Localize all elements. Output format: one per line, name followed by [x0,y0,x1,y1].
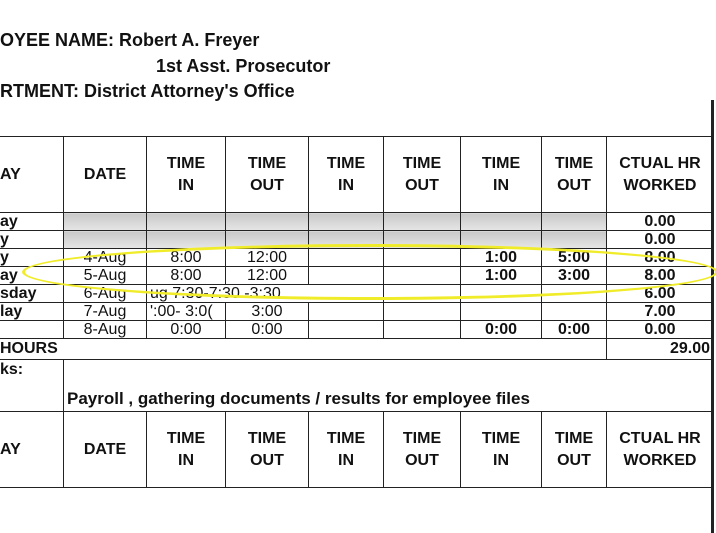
row-day: ay [0,213,64,231]
time-in-3-header: TIME IN [461,137,542,213]
row-date: 8-Aug [64,321,147,339]
row-date: 7-Aug [64,303,147,321]
row-hours: 7.00 [607,303,714,321]
employee-name-label: OYEE NAME: [0,30,115,50]
table-row: lay 7-Aug ':00- 3:0( 3:00 7.00 [0,303,714,321]
time-out-3-header: TIME OUT [542,412,607,488]
time-out-1-header: TIME OUT [226,137,309,213]
table-row [0,285,714,303]
header-row [0,137,714,213]
remarks-row [0,360,714,412]
remarks-text: Payroll , gathering documents / results for employee files [64,360,714,412]
row-day [0,321,64,339]
row-date: 4-Aug [64,249,147,267]
employee-name-line [0,30,259,51]
time-in-2-header: TIME IN [309,137,384,213]
actual-hours-header: CTUAL HR WORKED [607,137,714,213]
time-out-3-header: TIME OUT [542,137,607,213]
row-day: y [0,231,64,249]
table-row [0,213,714,231]
day-header: AY [0,412,64,488]
time-in-1-header: TIME IN [147,412,226,488]
row-hours: 0.00 [607,213,714,231]
total-label: HOURS [0,339,607,360]
actual-hours-header: CTUAL HR WORKED [607,412,714,488]
row-hours: 8.00 [607,267,714,285]
time-out-2-header: TIME OUT [384,412,461,488]
row-day: sday [0,285,64,303]
table-row: y 4-Aug 8:00 12:00 1:00 5:00 8.00 [0,249,714,267]
total-hours: 29.00 [607,339,714,360]
row-hours: 0.00 [607,321,714,339]
time-in-1-header: TIME IN [147,137,226,213]
total-row [0,339,714,360]
time-in-3-header: TIME IN [461,412,542,488]
table-row: 8-Aug 0:00 0:00 0:00 0:00 0.00 [0,321,714,339]
time-in-2-header: TIME IN [309,412,384,488]
date-header: DATE [64,137,147,213]
row-day: y [0,249,64,267]
handwritten-times: ug 7:30-7:30 -3:30 [147,285,384,303]
employee-name: Robert A. Freyer [119,30,260,50]
time-out-1-header: TIME OUT [226,412,309,488]
day-header: AY [0,137,64,213]
time-out-2-header: TIME OUT [384,137,461,213]
table-row [0,231,714,249]
table-row: ay 5-Aug 8:00 12:00 1:00 3:00 8.00 [0,267,714,285]
row-day: ay [0,267,64,285]
department-line [0,81,295,102]
remarks-label: ks: [0,360,64,412]
row-hours: 6.00 [607,285,714,303]
row-hours: 8.00 [607,249,714,267]
row-hours: 0.00 [607,231,714,249]
header-row [0,412,714,488]
row-date: 5-Aug [64,267,147,285]
timesheet-table [0,136,714,488]
department-label: RTMENT: [0,81,79,101]
department-name: District Attorney's Office [84,81,295,101]
row-day: lay [0,303,64,321]
date-header: DATE [64,412,147,488]
employee-title: 1st Asst. Prosecutor [156,56,331,76]
row-date: 6-Aug [64,285,147,303]
